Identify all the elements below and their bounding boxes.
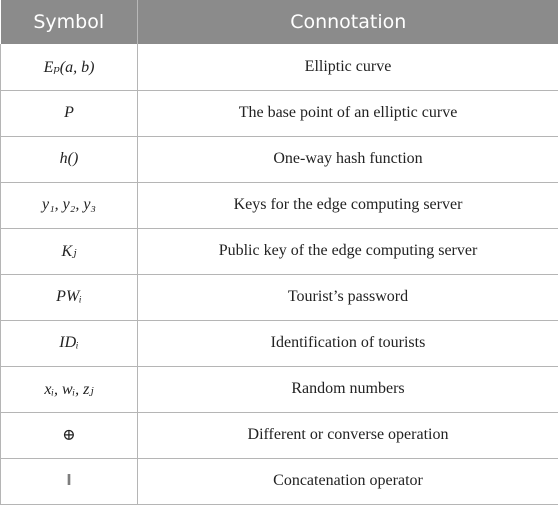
symbol-cell: IDᵢ [1,320,138,366]
symbol-cell: xᵢ, wᵢ, zⱼ [1,366,138,412]
table-row [1,412,558,458]
table-row [1,228,558,274]
table-row [1,366,558,412]
table-row [1,274,558,320]
connotation-cell: Tourist’s password [138,274,558,320]
connotation-cell: Concatenation operator [138,458,558,504]
symbol-cell: h() [1,136,138,182]
table-row [1,320,558,366]
connotation-cell: The base point of an elliptic curve [138,90,558,136]
connotation-cell: Elliptic curve [138,44,558,90]
table-row [1,44,558,90]
symbol-cell: Kⱼ [1,228,138,274]
symbol-cell: P [1,90,138,136]
symbol-cell: ⊕ [1,412,138,458]
table-row [1,136,558,182]
connotation-cell: Public key of the edge computing server [138,228,558,274]
table-row [1,182,558,228]
symbol-cell: PWᵢ [1,274,138,320]
connotation-cell: Different or converse operation [138,412,558,458]
header-connotation: Connotation [138,0,558,44]
header-symbol: Symbol [1,0,138,44]
connotation-cell: One-way hash function [138,136,558,182]
table-row [1,90,558,136]
symbol-cell: y₁, y₂, y₃ [1,182,138,228]
table-row [1,458,558,504]
connotation-cell: Keys for the edge computing server [138,182,558,228]
connotation-cell: Identification of tourists [138,320,558,366]
symbol-cell: Eₚ(a, b) [1,44,138,90]
header-row [1,0,558,44]
symbol-cell: ‖ [1,458,138,504]
connotation-cell: Random numbers [138,366,558,412]
